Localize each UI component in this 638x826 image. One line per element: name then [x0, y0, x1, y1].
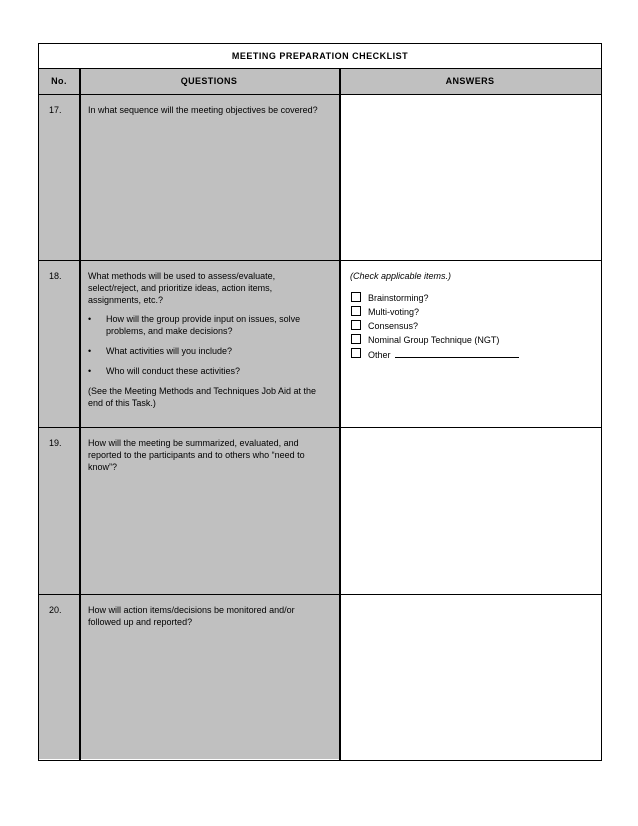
- header-answers: ANSWERS: [445, 76, 495, 86]
- answer-cell: [340, 261, 601, 428]
- answer-cell[interactable]: [340, 595, 601, 759]
- list-item: • How will the group provide input on issues, solve problems, and make decisions?: [88, 314, 301, 336]
- checkbox-consensus[interactable]: Consensus?: [350, 319, 593, 333]
- row-number: 20.: [39, 595, 79, 759]
- question-bullets: [88, 313, 323, 377]
- question-text: How will action items/decisions be monitored and/or followed up and reported?: [88, 605, 295, 627]
- question-text: How will the meeting be summarized, evaluated, and reported to the participants and to others who “need to know”?: [88, 438, 305, 472]
- table-row: [39, 428, 601, 595]
- checklist-table: [38, 43, 602, 761]
- question-text: What methods will be used to assess/evaluate, select/reject, and prioritize ideas, action items, assignments, etc.?: [88, 271, 276, 305]
- question-text: In what sequence will the meeting objectives be covered?: [88, 105, 318, 115]
- list-item: • What activities will you include?: [88, 346, 233, 356]
- question-cell: [80, 428, 339, 595]
- column-divider: [79, 69, 81, 760]
- checkbox-icon[interactable]: [351, 306, 361, 316]
- table-row: [39, 261, 601, 428]
- question-cell: [80, 595, 339, 759]
- checkbox-icon[interactable]: [351, 334, 361, 344]
- checkbox-icon[interactable]: [351, 292, 361, 302]
- checkbox-icon[interactable]: [351, 348, 361, 358]
- answer-hint: (Check applicable items.): [350, 271, 452, 281]
- checkbox-ngt[interactable]: Nominal Group Technique (NGT): [350, 333, 593, 347]
- checkbox-other[interactable]: Other: [350, 347, 593, 361]
- answer-cell[interactable]: [340, 95, 601, 261]
- question-cell: [80, 261, 339, 428]
- header-questions: QUESTIONS: [180, 76, 238, 86]
- table-title: MEETING PREPARATION CHECKLIST: [39, 44, 601, 69]
- checkbox-brainstorming[interactable]: Brainstorming?: [350, 291, 593, 305]
- checkbox-icon[interactable]: [351, 320, 361, 330]
- bullet-icon: •: [88, 366, 92, 376]
- table-row: [39, 95, 601, 261]
- answer-cell[interactable]: [340, 428, 601, 595]
- bullet-icon: •: [88, 346, 92, 356]
- list-item: • Who will conduct these activities?: [88, 366, 241, 376]
- checkbox-multi-voting[interactable]: Multi-voting?: [350, 305, 593, 319]
- table-header-row: [39, 69, 601, 95]
- header-no: No.: [51, 76, 67, 86]
- row-number: 17.: [39, 95, 79, 261]
- question-cell: [80, 95, 339, 261]
- column-divider: [339, 69, 341, 760]
- bullet-icon: •: [88, 314, 92, 324]
- other-blank-field[interactable]: [395, 347, 519, 358]
- question-note: (See the Meeting Methods and Techniques Job Aid at the end of this Task.): [88, 386, 316, 408]
- row-number: 18.: [39, 261, 79, 428]
- table-row: [39, 595, 601, 759]
- row-number: 19.: [39, 428, 79, 595]
